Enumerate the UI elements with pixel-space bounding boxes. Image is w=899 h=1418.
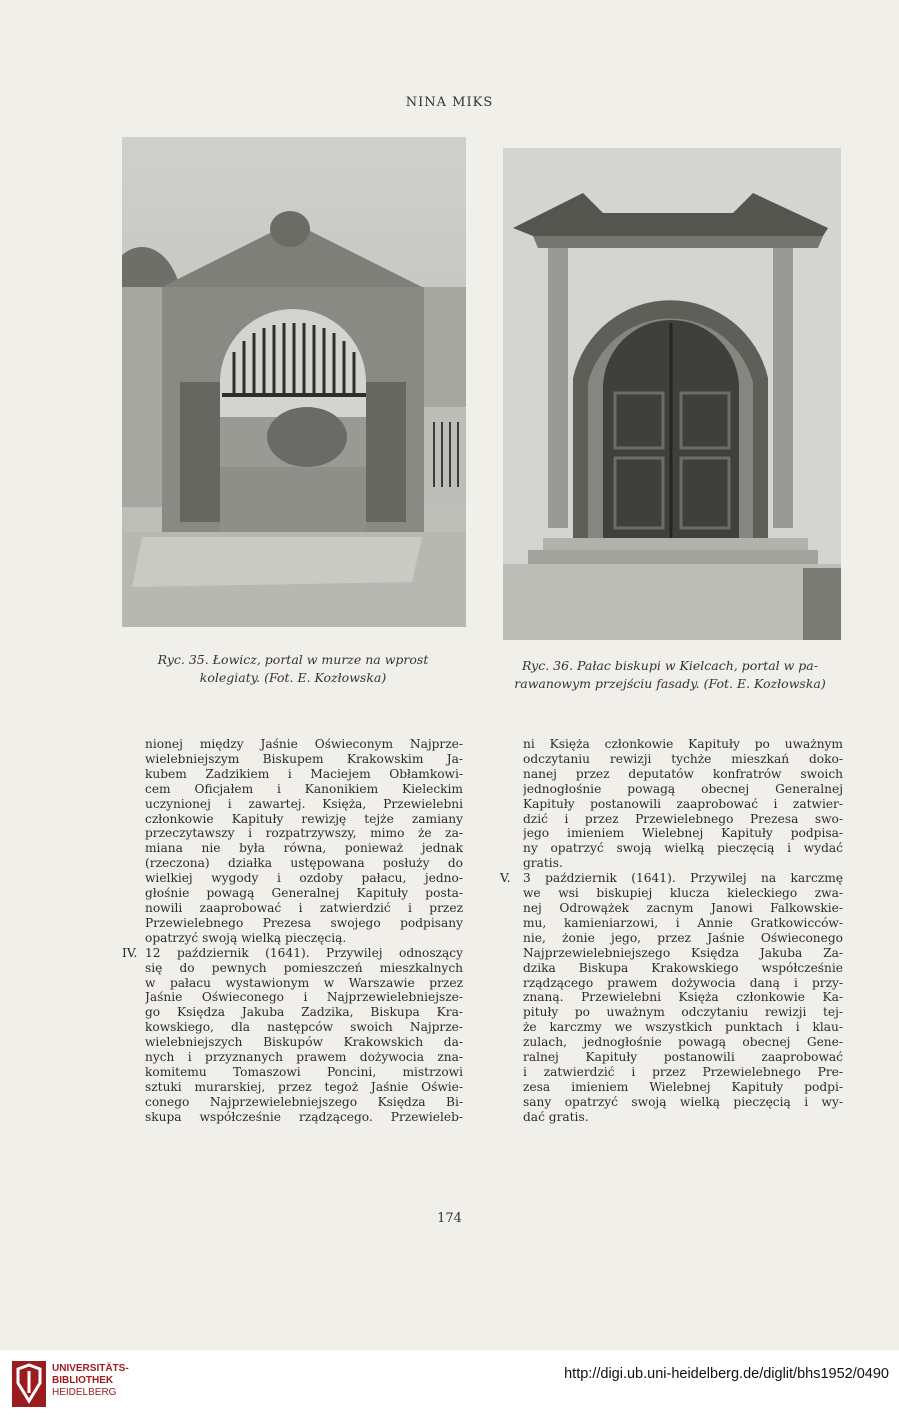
library-name-line: HEIDELBERG xyxy=(52,1387,117,1398)
caption-line: rawanowym przejściu fasady. (Fot. E. Kozłowska) xyxy=(514,676,826,691)
text-line: kubem Zadzikiem i Maciejem Obłamkowi- xyxy=(145,766,463,781)
library-name-line: UNIVERSITÄTS- xyxy=(52,1363,129,1374)
page-number: 174 xyxy=(437,1211,462,1226)
text-line: uczynionej i zawartej. Księża, Przewielebni xyxy=(145,796,463,811)
text-line: 12 październik (1641). Przywilej odnoszący xyxy=(145,945,463,960)
text-line: znaną. Przewielebni Księża członkowie Ka- xyxy=(523,990,843,1005)
university-library-logo-icon xyxy=(12,1361,46,1407)
text-line: sany opatrzyć swoją wielką pieczęcią i wy- xyxy=(523,1094,843,1109)
item-number: IV. xyxy=(122,945,138,960)
text-line: komitemu Tomaszowi Poncini, mistrzowi xyxy=(145,1064,463,1079)
text-line: Przewielebnego Prezesa swojego podpisany xyxy=(145,915,463,930)
text-line: odczytaniu rewizji tychże mieszkań doko- xyxy=(523,751,843,766)
text-line: Najprzewielebniejszego Księdza Jakuba Za- xyxy=(523,945,843,960)
text-line: kowskiego, dla następców swoich Najprze- xyxy=(145,1020,463,1035)
text-line: Kapituły postanowili zaaprobować i zatwier- xyxy=(523,796,843,811)
source-url-link[interactable]: http://digi.ub.uni-heidelberg.de/diglit/bhs1952/0490 xyxy=(564,1366,889,1382)
figure-35-photo xyxy=(122,137,466,627)
text-line: dać gratis. xyxy=(523,1109,589,1124)
library-name-line: BIBLIOTHEK xyxy=(52,1375,114,1386)
library-footer xyxy=(0,1350,899,1418)
text-line: ny opatrzyć swoją wielką pieczęcią i wydać xyxy=(523,841,843,856)
text-line: cem Oficjałem i Kanonikiem Kieleckim xyxy=(145,781,463,796)
text-line: dzika Biskupa Krakowskiego współcześnie xyxy=(523,960,843,975)
text-line: głośnie powagą Generalnej Kapituły posta- xyxy=(145,886,463,901)
text-line: przeczytawszy i rozpatrzywszy, mimo że za- xyxy=(145,826,463,841)
text-line: rządzącego prawem dożywocia daną i przy- xyxy=(523,975,843,990)
text-line: nowili zaaprobować i zatwierdzić i przez xyxy=(145,900,463,915)
text-line: zulach, jednogłośnie powagą obecnej Gene- xyxy=(523,1035,843,1050)
text-line: 3 październik (1641). Przywilej na karczmę xyxy=(523,871,843,886)
text-line: dzić i przez Przewielebnego Prezesa swo- xyxy=(523,811,843,826)
figure-35-caption xyxy=(114,651,472,687)
text-line: nanej przez deputatów konfratrów swoich xyxy=(523,766,843,781)
running-head: NINA MIKS xyxy=(405,95,494,110)
left-text-column xyxy=(122,737,463,1125)
text-line: conego Najprzewielebniejszego Księdza Bi- xyxy=(145,1094,463,1109)
text-line: wielebniejszym Biskupem Krakowskim Ja- xyxy=(145,751,463,766)
text-line: wielebniejszych Biskupów Krakowskich da- xyxy=(145,1035,463,1050)
text-line: nej Odrowążek zacnym Janowi Falkowskie- xyxy=(523,900,843,915)
item-number: V. xyxy=(500,871,511,886)
text-line: mu, kamieniarzowi, i Annie Gratkowicców- xyxy=(523,915,843,930)
text-line: go Księdza Jakuba Zadzika, Biskupa Kra- xyxy=(145,1005,463,1020)
caption-line: Ryc. 35. Łowicz, portal w murze na wprost xyxy=(157,652,429,667)
text-line: Jaśnie Oświeconego i Najprzewielebniejsze- xyxy=(145,990,463,1005)
text-line: ralnej Kapituły postanowili zaaprobować xyxy=(523,1050,843,1065)
text-line: pituły po uważnym odczytaniu rewizji tej- xyxy=(523,1005,843,1020)
right-text-column xyxy=(500,737,843,1125)
text-line: opatrzyć swoją wielką pieczęcią. xyxy=(145,930,347,945)
text-line: jego imieniem Wielebnej Kapituły podpisa- xyxy=(523,826,843,841)
text-line: się do pewnych pomieszczeń mieszkalnych xyxy=(145,960,463,975)
text-line: skupa współcześnie rządzącego. Przewieleb- xyxy=(145,1109,463,1124)
text-line: miana nie była równa, ponieważ jednak xyxy=(145,841,463,856)
text-line: (rzeczona) działka ustępowana posłuży do xyxy=(145,856,463,871)
caption-line: Ryc. 36. Pałac biskupi w Kielcach, portal w pa- xyxy=(521,658,818,673)
text-line: gratis. xyxy=(523,856,563,871)
text-line: nych i przyznanych prawem dożywocia zna- xyxy=(145,1050,463,1065)
figure-36-caption xyxy=(492,657,848,693)
text-line: w pałacu wystawionym w Warszawie przez xyxy=(145,975,463,990)
text-line: nie, żonie jego, przez Jaśnie Oświeconego xyxy=(523,930,843,945)
text-line: i zatwierdzić i przez Przewielebnego Pre- xyxy=(523,1064,843,1079)
library-name xyxy=(52,1363,129,1399)
text-line: wielkiej wygody i ozdoby pałacu, jedno- xyxy=(145,871,463,886)
text-line: sztuki murarskiej, przez tegoż Jaśnie Oświe- xyxy=(145,1079,463,1094)
text-line: nionej między Jaśnie Oświeconym Najprze- xyxy=(145,737,463,751)
text-line: we wsi biskupiej klucza kieleckiego zwa- xyxy=(523,886,843,901)
text-line: ni Księża członkowie Kapituły po uważnym xyxy=(523,737,843,751)
text-line: że karczmy we wszystkich punktach i klau- xyxy=(523,1020,843,1035)
text-line: zesa imieniem Wielebnej Kapituły podpi- xyxy=(523,1079,843,1094)
caption-line: kolegiaty. (Fot. E. Kozłowska) xyxy=(199,670,387,685)
text-line: jednogłośnie powagą obecnej Generalnej xyxy=(523,781,843,796)
text-line: członkowie Kapituły rewizję tejże zamiany xyxy=(145,811,463,826)
figure-36-photo xyxy=(503,148,841,640)
